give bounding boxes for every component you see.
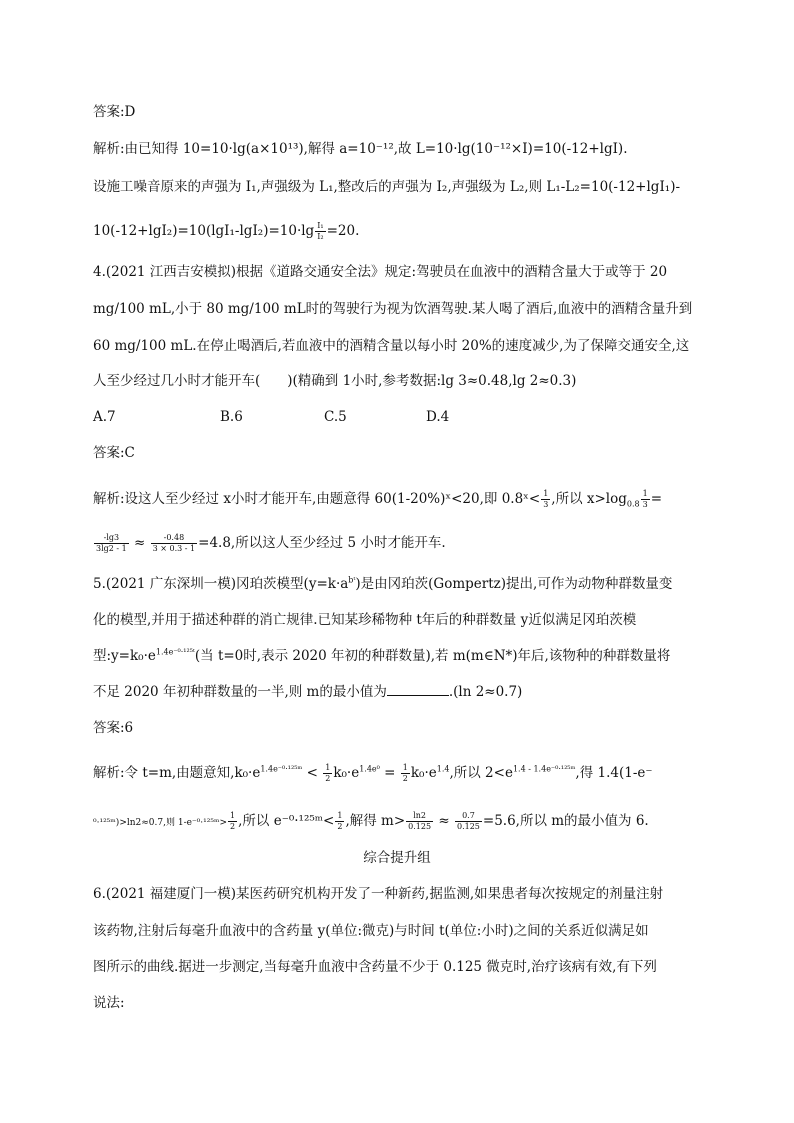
- text: 5.(2021 广东深圳一模)冈珀茨模型(y=k·a: [93, 576, 349, 592]
- fraction: [94, 533, 129, 554]
- numerator: 1: [402, 763, 408, 772]
- numerator: -0.48: [151, 533, 197, 544]
- fraction: [151, 533, 197, 554]
- text: <: [302, 765, 323, 781]
- fraction: [315, 221, 325, 242]
- q4-answer: 答案:C: [93, 445, 135, 461]
- option-b: B.6: [220, 409, 243, 425]
- denominator: 2: [230, 822, 236, 831]
- q4-options: [93, 409, 449, 425]
- text: 解析:设这人至少经过 x小时才能开车,由题意得 60(1-20%)ˣ<20,即 0.8ˣ<: [93, 491, 541, 507]
- q5-answer: 答案:6: [93, 720, 134, 736]
- text: ,所以 e⁻⁰·¹²⁵ᵐ<: [238, 813, 335, 829]
- q4-stem-line4: 人至少经过几小时才能开车( )(精确到 1小时,参考数据:lg 3≈0.48,lg 2≈0.3): [93, 373, 577, 389]
- text: ,所以 2<e: [449, 765, 513, 781]
- denominator: 3: [642, 500, 648, 509]
- answer-blank[interactable]: [387, 683, 449, 696]
- text: ,所以 x>log: [551, 491, 627, 507]
- text: =: [650, 491, 663, 507]
- text: 10(-12+lgI₂)=10(lgI₁-lgI₂)=10·lg: [93, 223, 315, 239]
- fraction: [228, 811, 237, 832]
- fraction: [641, 489, 650, 510]
- text: =4.8,所以这人至少经过 5 小时才能开车.: [198, 535, 446, 551]
- numerator: 1: [642, 489, 648, 498]
- option-d: D.4: [426, 409, 450, 425]
- text: =20.: [326, 223, 360, 239]
- numerator: 0.7: [455, 811, 482, 822]
- log-base: 0.8: [626, 499, 640, 509]
- exponent: bᵗ: [348, 575, 356, 585]
- q6-stem-line4: 说法:: [93, 995, 125, 1011]
- q4-stem-line3: 60 mg/100 mL.在停止喝酒后,若血液中的酒精含量以每小时 20%的速度减少,为了保障交通安全,这: [93, 338, 690, 354]
- option-a: A.7: [93, 409, 116, 425]
- exponent: 1.4e⁻⁰·¹²⁵ᵐ: [260, 764, 303, 774]
- text: ≈: [134, 535, 146, 551]
- q4-stem-line2: mg/100 mL,小于 80 mg/100 mL时的驾驶行为视为饮酒驾驶.某人喝了酒后,血液中的酒精含量升到: [93, 301, 693, 317]
- q4-analysis-line2: [93, 533, 446, 554]
- exponent: 1.4: [436, 764, 450, 774]
- denominator: 2: [325, 774, 331, 783]
- exponent: 1.4e⁰: [359, 764, 380, 774]
- exponent: 1.4e⁻⁰·¹²⁵ᵗ: [155, 647, 195, 657]
- q5-analysis-line2: [93, 811, 649, 832]
- fraction: [541, 489, 550, 510]
- text: =: [379, 765, 400, 781]
- numerator: -lg3: [94, 533, 129, 544]
- text: a×10¹³),解得 a=10⁻¹²,故 L=10·lg(10⁻¹²×I)=10(-12+lgI).: [251, 141, 628, 157]
- numerator: I₁: [317, 221, 324, 230]
- fraction: [401, 763, 410, 784]
- numerator: 1: [337, 811, 343, 820]
- denominator: 3 × 0.3 - 1: [152, 544, 196, 553]
- text: .(ln 2≈0.7): [448, 684, 523, 700]
- text: ⁰·¹²⁵ᵐ)>ln2≈0.7,则 1-e⁻⁰·¹²⁵ᵐ>: [93, 818, 228, 828]
- text: )是由冈珀茨(Gompertz)提出,可作为动物种群数量变: [355, 576, 673, 592]
- text: ,解得 m>: [345, 813, 406, 829]
- section-title: 综合提升组: [363, 850, 431, 866]
- q3-answer: 答案:D: [93, 104, 136, 120]
- q5-stem-line1: [93, 576, 672, 592]
- q6-stem-line2: 该药物,注射后每毫升血液中的含药量 y(单位:微克)与时间 t(单位:小时)之间的关系近似满足如: [93, 923, 649, 939]
- denominator: 3lg2 - 1: [96, 544, 127, 553]
- text: ≈: [438, 813, 450, 829]
- text: ,得 1.4(1-e⁻: [575, 765, 653, 781]
- text: =5.6,所以 m的最小值为 6.: [482, 813, 649, 829]
- text: 不足 2020 年初种群数量的一半,则 m的最小值为: [93, 684, 387, 700]
- q4-analysis-line1: [93, 489, 662, 510]
- exponent: 1.4 - 1.4e⁻⁰·¹²⁵ᵐ: [512, 764, 576, 774]
- denominator: 0.125: [456, 822, 480, 831]
- fraction: [335, 811, 344, 832]
- q3-analysis-line3: [93, 221, 359, 242]
- text: 解析:令 t=m,由题意知,k₀·e: [93, 765, 261, 781]
- q5-analysis-line1: [93, 763, 653, 784]
- denominator: 2: [402, 774, 408, 783]
- numerator: 1: [325, 763, 331, 772]
- q5-stem-line3: [93, 648, 670, 664]
- text: 解析:由已知得 10=10·lg(: [93, 141, 252, 157]
- q4-stem-line1: 4.(2021 江西吉安模拟)根据《道路交通安全法》规定:驾驶员在血液中的酒精含量大于或等于 20: [93, 264, 668, 280]
- numerator: 1: [230, 811, 236, 820]
- fraction: [455, 811, 482, 832]
- denominator: 3: [543, 500, 549, 509]
- denominator: 0.125: [408, 822, 432, 831]
- fraction: [323, 763, 332, 784]
- denominator: 2: [337, 822, 343, 831]
- q3-analysis-line1: [93, 141, 627, 157]
- q5-stem-line2: 化的模型,并用于描述种群的消亡规律.已知某珍稀物种 t年后的种群数量 y近似满足冈珀茨模: [93, 612, 637, 628]
- text: (当 t=0时,表示 2020 年初的种群数量),若 m(m∈N*)年后,该物种的种群数量将: [194, 648, 671, 664]
- q3-analysis-line2: 设施工噪音原来的声强为 I₁,声强级为 L₁,整改后的声强为 I₂,声强级为 L₂,则 L₁-L₂=10(-12+lgI₁)-: [93, 179, 681, 195]
- numerator: 1: [543, 489, 549, 498]
- q5-stem-line4: [93, 683, 522, 700]
- option-c: C.5: [324, 409, 347, 425]
- q6-stem-line1: 6.(2021 福建厦门一模)某医药研究机构开发了一种新药,据监测,如果患者每次按规定的剂量注射: [93, 886, 664, 902]
- text: 型:y=k₀·e: [93, 648, 156, 664]
- denominator: I₂: [317, 232, 324, 241]
- numerator: ln2: [406, 811, 433, 822]
- fraction: [406, 811, 433, 832]
- q6-stem-line3: 图所示的曲线.据进一步测定,当每毫升血液中含药量不少于 0.125 微克时,治疗该病有效,有下列: [93, 959, 657, 975]
- text: k₀·e: [333, 765, 360, 781]
- text: k₀·e: [410, 765, 437, 781]
